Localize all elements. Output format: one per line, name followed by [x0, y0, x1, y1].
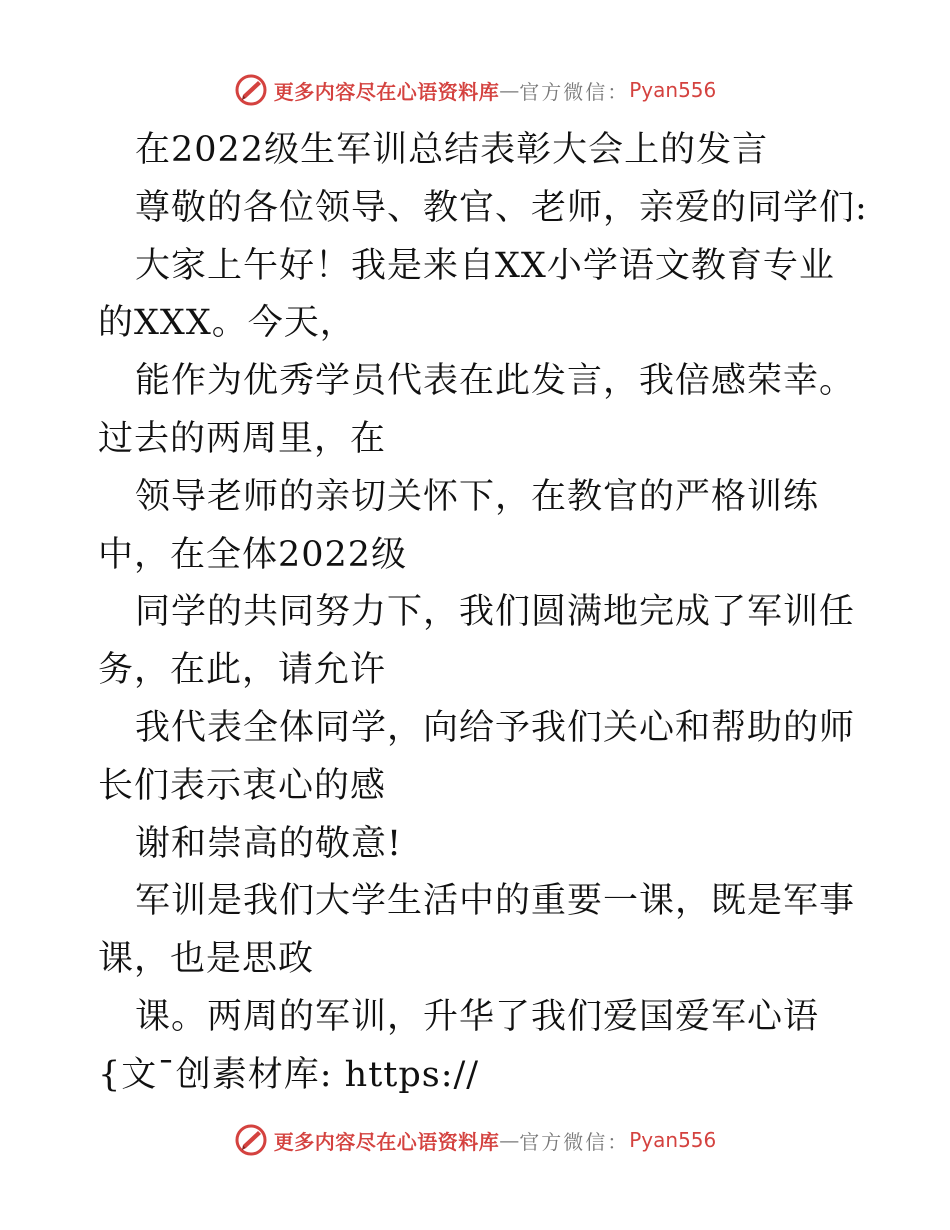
- paragraph: 课。两周的军训，升华了我们爱国爱军心语{文¯创素材库: https://: [98, 996, 820, 1095]
- paragraph: 谢和崇高的敬意!: [135, 823, 403, 864]
- wechat-label: 官方微信：: [519, 1129, 630, 1154]
- document-title: 在2022级生军训总结表彰大会上的发言: [135, 130, 769, 170]
- salutation: 尊敬的各位领导、教官、老师，亲爱的同学们:: [135, 187, 868, 228]
- brand-text: 更多内容尽在心语资料库: [273, 79, 500, 104]
- header-watermark: [0, 70, 950, 110]
- wechat-label: 官方微信：: [519, 79, 630, 104]
- wechat-id: Pyan556: [629, 78, 717, 102]
- paragraph: 大家上午好！我是来自XX小学语文教育专业的XXX。今天，: [98, 245, 835, 344]
- brand-text: 更多内容尽在心语资料库: [273, 1129, 500, 1154]
- banner-separator: —: [499, 1128, 520, 1152]
- paragraph: 我代表全体同学，向给予我们关心和帮助的师长们表示衷心的感: [98, 707, 856, 806]
- paragraph: 能作为优秀学员代表在此发言，我倍感荣幸。过去的两周里，在: [98, 361, 856, 459]
- brand-logo-icon: [234, 1123, 268, 1157]
- document-body: [98, 122, 868, 1105]
- footer-watermark: [0, 1120, 950, 1160]
- banner-separator: —: [499, 78, 520, 102]
- wechat-id: Pyan556: [629, 1128, 717, 1152]
- paragraph: 军训是我们大学生活中的重要一课，既是军事课，也是思政: [98, 881, 856, 980]
- paragraph: 领导老师的亲切关怀下，在教官的严格训练中，在全体2022级: [98, 476, 820, 575]
- paragraph: 同学的共同努力下，我们圆满地完成了军训任务，在此，请允许: [98, 592, 856, 691]
- brand-logo-icon: [234, 73, 268, 107]
